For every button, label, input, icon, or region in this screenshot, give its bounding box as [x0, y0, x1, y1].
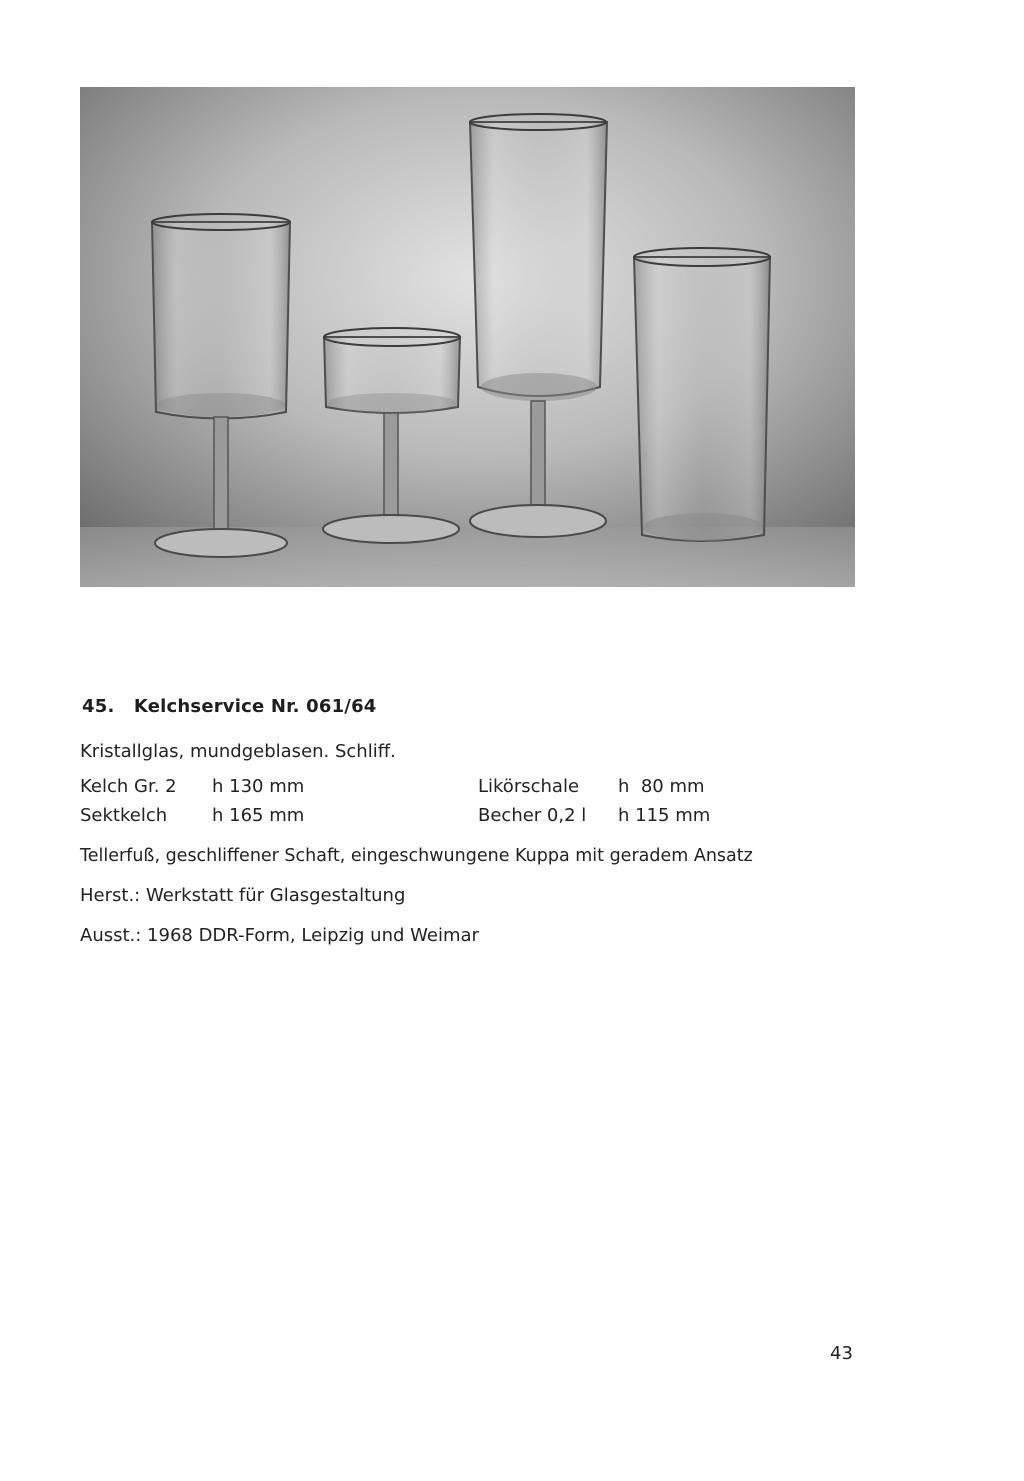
item-name: Becher 0,2 l: [478, 805, 587, 826]
page-number: 43: [830, 1343, 853, 1364]
exhibition-line: Ausst.: 1968 DDR-Form, Leipzig und Weimar: [80, 925, 479, 946]
item-height: h 130 mm: [212, 776, 305, 797]
manufacturer-line: Herst.: Werkstatt für Glasgestaltung: [80, 885, 406, 906]
item-name: Likörschale: [478, 776, 580, 797]
item-height: h 80 mm: [618, 776, 705, 797]
description-line: Tellerfuß, geschliffener Schaft, eingeschwungene Kuppa mit geradem Ansatz: [80, 846, 753, 866]
catalog-title: Kelchservice Nr. 061/64: [133, 696, 377, 717]
item-height: h 165 mm: [212, 805, 305, 826]
material-line: Kristallglas, mundgeblasen. Schliff.: [80, 741, 396, 762]
catalog-heading: [82, 696, 377, 717]
catalog-number: 45.: [82, 696, 115, 717]
item-name: Sektkelch: [80, 805, 168, 826]
glassware-photograph: [80, 87, 855, 587]
becher-glass: [634, 248, 770, 541]
item-name: Kelch Gr. 2: [80, 776, 177, 797]
item-height: h 115 mm: [618, 805, 711, 826]
